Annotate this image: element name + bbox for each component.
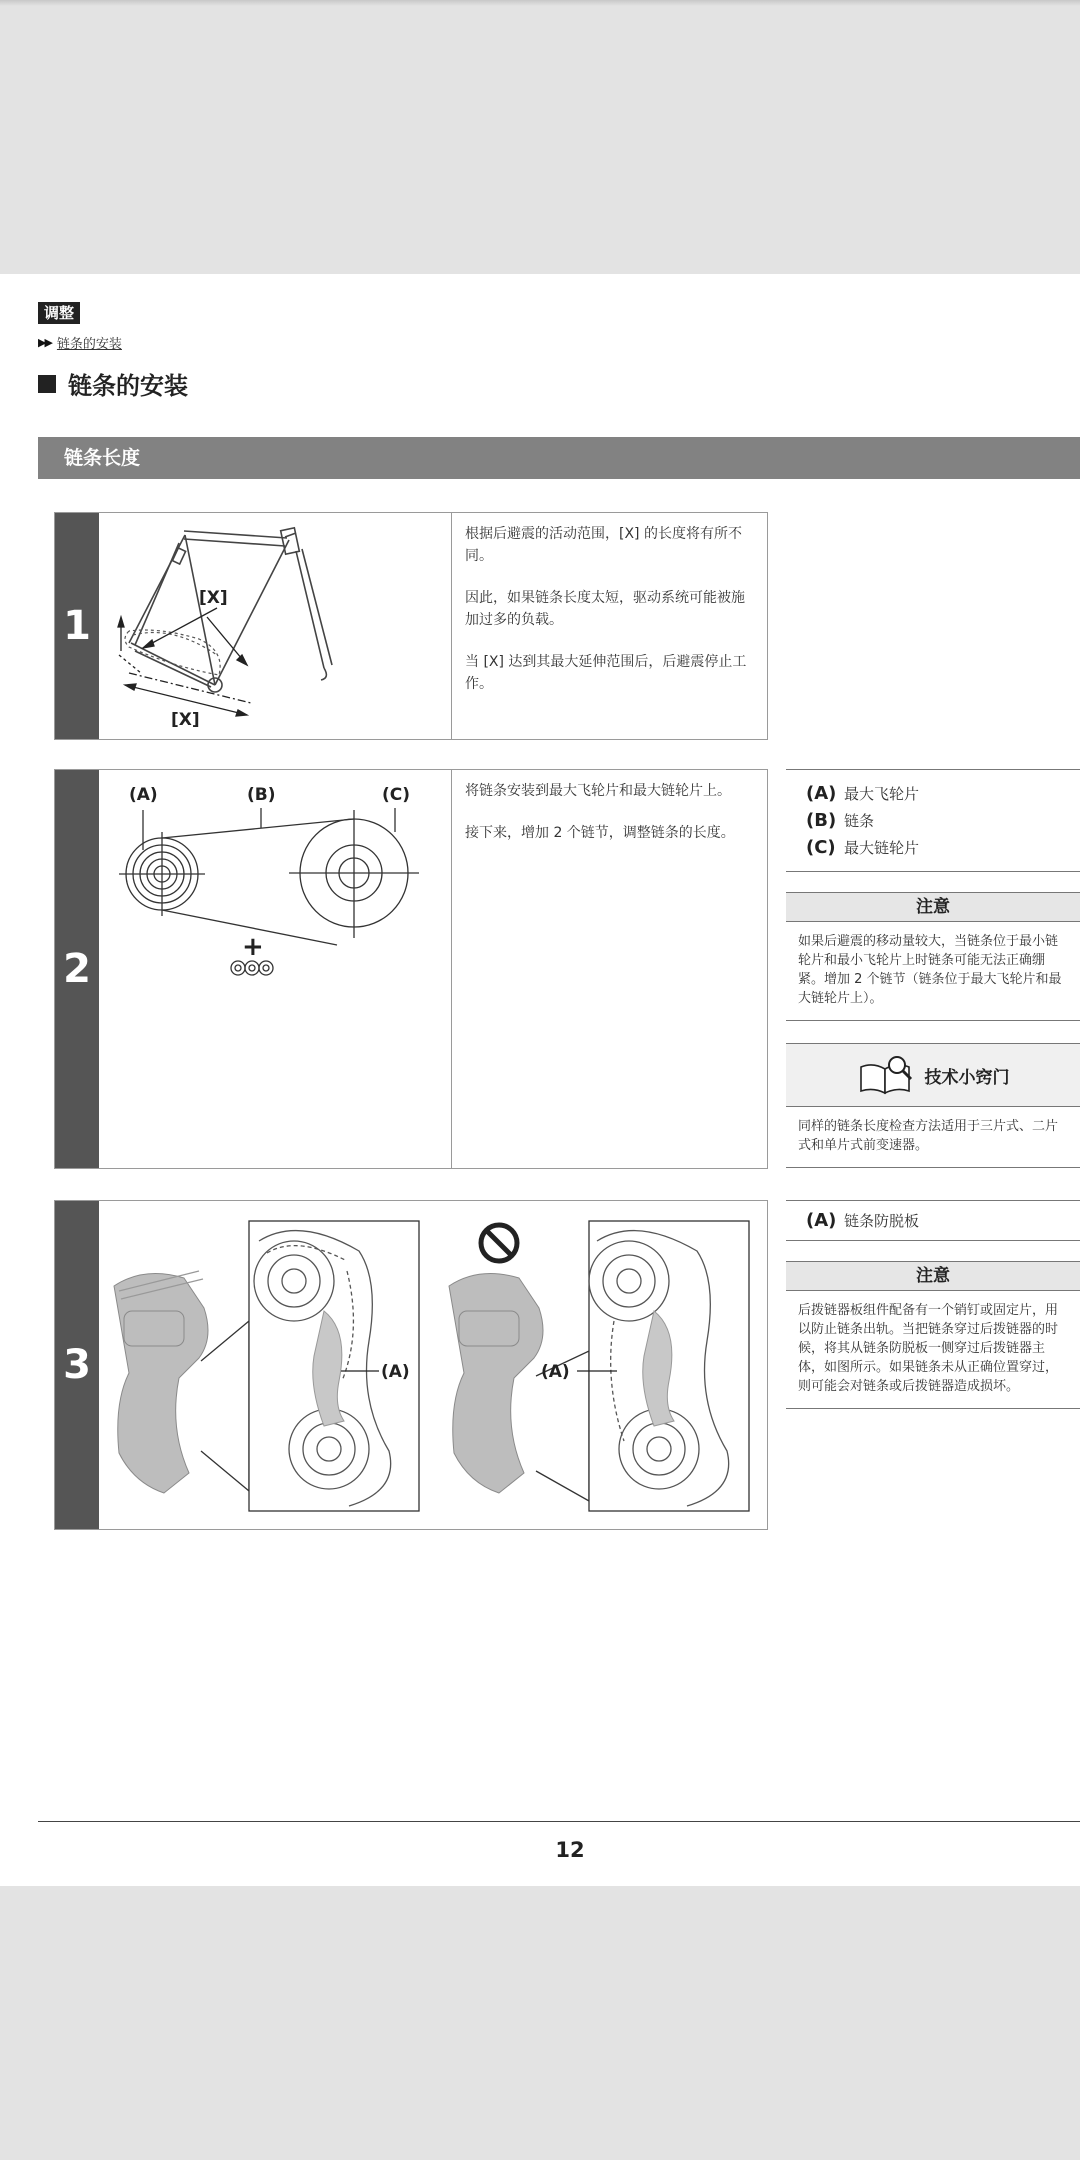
book-magnifier-icon [857,1055,917,1095]
chain-length-illustration [99,770,451,1168]
legend-text: 链条防脱板 [844,1212,920,1230]
step-2 [54,769,768,1169]
note-heading: 注意 [786,1261,1080,1291]
step-1-text [451,513,767,739]
step-3 [54,1200,768,1530]
label-a: (A) [129,785,158,805]
step-3-side-panel [786,1200,1080,1409]
label-x-top: [X] [199,588,228,608]
step-1-paragraph-2: 因此，如果链条长度太短，驱动系统可能被施加过多的负载。 [465,590,745,628]
chapter-tag: 调整 [38,302,80,324]
breadcrumb-link[interactable]: 链条的安装 [56,337,122,352]
note-heading: 注意 [786,892,1080,922]
note-body: 后拨链器板组件配备有一个销钉或固定片，用以防止链条出轨。当把链条穿过后拨链器的时候，将其从链条防脱板一侧穿过后拨链器主体，如图所示。如果链条未从正确位置穿过，则可能会对链条或后拨链器造成损坏。 [786,1291,1080,1409]
bike-frame-illustration [99,513,451,739]
step-1-paragraph-1: 根据后避震的活动范围，[X] 的长度将有所不同。 [465,526,742,564]
section-title: 链条长度 [64,447,141,469]
label-a-wrong: (A) [541,1362,570,1382]
legend-text: 最大链轮片 [844,839,920,857]
footer-divider [38,1821,1080,1822]
step-1-paragraph-3: 当 [X] 达到其最大延伸范围后，后避震停止工作。 [465,654,747,692]
legend-item [806,834,1080,861]
bike-frame-figure [99,513,452,739]
breadcrumb [38,333,122,352]
label-a-correct: (A) [381,1362,410,1382]
step-2-side-panel [786,769,1080,1168]
prohibited-icon [481,1225,517,1261]
legend-key: (B) [806,810,837,831]
step-number: 1 [55,513,99,739]
label-b: (B) [247,785,276,805]
top-shadow [0,0,1080,6]
legend-key: (A) [806,783,837,804]
legend-item [806,780,1080,807]
legend-item [806,807,1080,834]
tip-body: 同样的链条长度检查方法适用于三片式、二片式和单片式前变速器。 [786,1106,1080,1168]
label-c: (C) [382,785,411,805]
section-bar [38,437,1080,479]
legend-text: 链条 [844,812,875,830]
note-body: 如果后避震的移动量较大，当链条位于最小链轮片和最小飞轮片上时链条可能无法正确绷紧。增加 2 个链节（链条位于最大飞轮片和最大链轮片上）。 [786,922,1080,1021]
step-2-legend [786,769,1080,872]
page-title-text: 链条的安装 [68,372,188,400]
step-1 [54,512,768,740]
page-title [38,366,188,401]
step-number: 3 [55,1201,99,1529]
plus-sign: + [242,932,264,962]
label-x-bottom: [X] [171,710,200,730]
step-3-legend [786,1200,1080,1241]
rear-derailleur-figure [99,1201,767,1529]
step-2-text [451,770,767,1168]
page-number: 12 [555,1838,585,1862]
tip-heading [786,1043,1080,1106]
legend-key: (A) [806,1210,837,1231]
step-number: 2 [55,770,99,1168]
tip-title: 技术小窍门 [924,1067,1010,1088]
double-triangle-icon: ▶▶ [38,336,51,349]
legend-item [806,1207,1080,1234]
rear-derailleur-illustration [99,1201,767,1529]
step-2-paragraph-1: 将链条安装到最大飞轮片和最大链轮片上。 [465,783,731,799]
manual-page [0,274,1080,1886]
square-bullet-icon [38,375,56,393]
legend-text: 最大飞轮片 [844,785,920,803]
legend-key: (C) [806,837,836,858]
chain-length-figure [99,770,452,1168]
step-2-paragraph-2: 接下来，增加 2 个链节，调整链条的长度。 [465,825,735,841]
